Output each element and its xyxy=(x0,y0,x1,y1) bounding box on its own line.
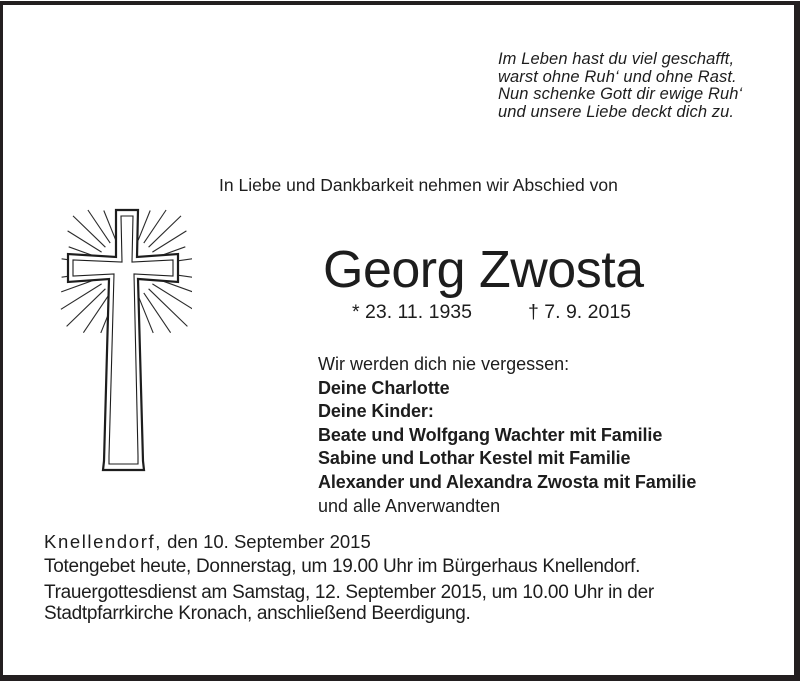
cross-outline xyxy=(68,210,178,470)
dateline xyxy=(44,531,371,553)
mourner-line: Sabine und Lothar Kestel mit Familie xyxy=(318,448,631,469)
birth-date: * 23. 11. 1935 xyxy=(352,301,472,323)
family-block xyxy=(318,353,696,518)
dateline-date: den 10. September 2015 xyxy=(161,531,371,552)
obituary-notice xyxy=(0,1,800,681)
cross-ray xyxy=(73,216,105,247)
cross-ray xyxy=(144,293,171,333)
epigraph-line: Nun schenke Gott dir ewige Ruh‘ xyxy=(498,85,743,104)
farewell-line: Wir werden dich nie vergessen: xyxy=(318,354,570,374)
announcements-block xyxy=(44,557,654,630)
deceased-name: Georg Zwosta xyxy=(323,241,644,299)
cross-ray xyxy=(152,284,192,309)
mourner-line: und alle Anverwandten xyxy=(318,495,501,516)
epigraph-poem xyxy=(498,51,742,121)
cross-ray xyxy=(152,231,186,252)
announcement: Totengebet heute, Donnerstag, um 19.00 Uhr im Bürgerhaus Knellendorf. xyxy=(44,556,641,577)
epigraph-line: Im Leben hast du viel geschafft, xyxy=(498,50,735,68)
epigraph-line: und unsere Liebe deckt dich zu. xyxy=(498,102,735,121)
death-date: † 7. 9. 2015 xyxy=(528,301,632,323)
epigraph-line: warst ohne Ruh‘ und ohne Rast. xyxy=(498,67,737,86)
mourner-line: Deine Charlotte xyxy=(318,377,450,398)
mourners-list xyxy=(318,377,696,519)
announcement: Trauergottesdienst am Samstag, 12. September 2015, um 10.00 Uhr in der Stadtpfarrkirche Kronach, anschließend Beerdigung. xyxy=(44,582,654,624)
radiant-cross-icon xyxy=(58,202,192,474)
mourner-line: Beate und Wolfgang Wachter mit Familie xyxy=(318,424,663,445)
cross-ray xyxy=(144,210,166,243)
cross-ray xyxy=(149,289,188,327)
cross-ray xyxy=(138,296,153,333)
cross-ray xyxy=(149,216,181,247)
cross-ray xyxy=(67,289,106,327)
cross-ray xyxy=(83,293,110,333)
mourner-line: Deine Kinder: xyxy=(318,401,434,422)
cross-ray xyxy=(68,231,102,252)
mourner-line: Alexander und Alexandra Zwosta mit Familie xyxy=(318,471,697,492)
dateline-place: Knellendorf, xyxy=(44,531,162,552)
cross-ray xyxy=(88,210,110,243)
intro-line: In Liebe und Dankbarkeit nehmen wir Abschied von xyxy=(219,175,618,195)
cross-ray xyxy=(61,284,102,309)
